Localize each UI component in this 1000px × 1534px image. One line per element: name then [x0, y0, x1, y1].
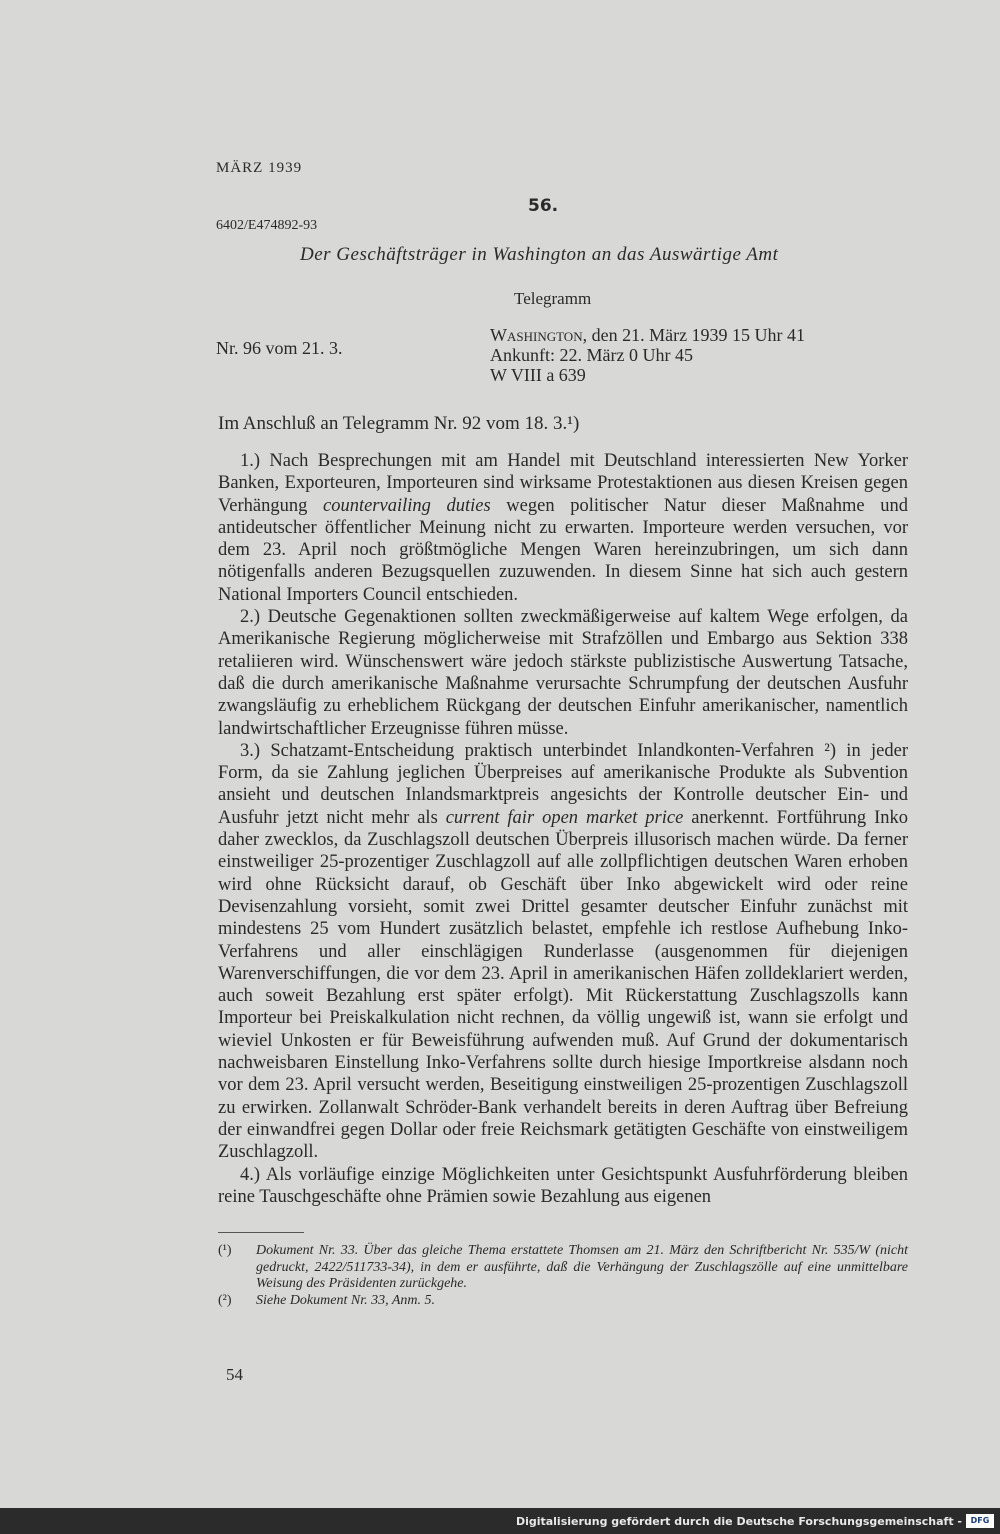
paragraph-3-emphasis: current fair open market price: [445, 807, 684, 828]
footnote: [218, 1293, 908, 1310]
document-heading: Der Geschäftsträger in Washington an das Auswärtige Amt: [300, 244, 779, 265]
paragraph-3: [218, 740, 908, 1164]
footnote-mark: (²): [218, 1292, 232, 1308]
footnote-text: Siehe Dokument Nr. 33, Anm. 5.: [256, 1292, 435, 1308]
paragraph-3-text: 3.) Schatzamt-Entscheidung praktisch unterbindet Inlandkonten-Verfahren ²) in jeder Form, da sie Zahlung jeglichen Überpreises auf amerikanische Produkte als Subvention ansieht und deutschen Inlandsmarktpreis angesichts der Kontrolle deutscher Ein- und Ausfuhr jetzt nicht mehr als: [218, 740, 908, 828]
dispatch-registry: W VIII a 639: [490, 365, 586, 385]
page-number: 54: [226, 1365, 243, 1384]
dispatch-place: Washington: [490, 325, 583, 345]
running-head: MÄRZ 1939: [216, 160, 303, 176]
message-number: Nr. 96 vom 21. 3.: [216, 338, 343, 358]
dispatch-block: [490, 325, 910, 385]
telegram-body: [218, 450, 908, 1208]
footnotes: [218, 1243, 908, 1309]
intro-line: Im Anschluß an Telegramm Nr. 92 vom 18. 3.¹): [218, 413, 580, 434]
digitization-credit-bar: [0, 1508, 1000, 1534]
document-type: Telegramm: [514, 289, 592, 308]
footnote-divider: [218, 1232, 304, 1233]
footnote-mark: (¹): [218, 1243, 232, 1258]
file-reference: 6402/E474892-93: [216, 218, 318, 233]
footnote-text: Dokument Nr. 33. Über das gleiche Thema erstattete Thomsen am 21. März den Schriftbericht Nr. 535/W (nicht gedruckt, 2422/511733-34), in dem er ausführte, daß die Verhängung der Zuschlagszölle auf eine unmittelbare Weisung des Präsidenten zurückgehe.: [256, 1243, 908, 1291]
paragraph-1-emphasis: countervailing duties: [323, 495, 491, 516]
dfg-logo: DFG: [966, 1514, 994, 1528]
credit-text: Digitalisierung gefördert durch die Deutsche Forschungsgemeinschaft -: [515, 1515, 962, 1528]
document-number: 56.: [528, 196, 559, 216]
paragraph-2: 2.) Deutsche Gegenaktionen sollten zweckmäßigerweise auf kaltem Wege erfolgen, da Amerikanische Regierung möglicherweise mit Strafzöllen und Embargo aus Sektion 338 retaliieren wird. Wünschenswert wäre jedoch stärkste publizistische Auswertung Tatsache, daß die durch amerikanische Maßnahme verursachte Schrumpfung der deutschen Ausfuhr zwangsläufig zu erheblichem Rückgang der deutschen Einfuhr amerikanischer, namentlich landwirtschaftlicher Erzeugnisse führen müsse.: [218, 607, 908, 739]
footnote: [218, 1243, 908, 1293]
paragraph-1-text: 1.) Nach Besprechungen mit am Handel mit Deutschland interessierten New Yorker Banken, Exporteuren, Importeuren sind wirksame Protestaktionen aus diesen Kreisen gegen Verhängung: [218, 451, 908, 516]
paragraph-1-text-end: wegen politischer Natur dieser Maßnahme und antideutscher öffentlicher Meinung nicht zu erwarten. Importeure werden versuchen, vor dem 23. April noch größtmögliche Mengen Waren hereinzubringen, um sich dann nötigenfalls anderen Bezugsquellen zuzuwenden. In diesem Sinne hat sich auch gestern National Importers Council entschieden.: [218, 495, 908, 605]
dispatch-arrival: Ankunft: 22. März 0 Uhr 45: [490, 345, 693, 365]
paragraph-3-text-end: anerkennt. Fortführung Inko daher zwecklos, da Zuschlagszoll deutschen Überpreis illusorisch machen würde. Da ferner einstweiliger 25-prozentiger Zuschlagzoll auf alle zollpflichtigen deutschen Waren erhoben wird ohne Rücksicht darauf, ob Geschäft über Inko abgewickelt wird oder reine Devisenzahlung vorsieht, somit zwei Drittel gesamter deutscher Einfuhr zunächst mit mindestens 25 vom Hundert zusätzlich belastet, empfehle ich restlose Aufhebung Inko-Verfahrens und aller einschlägigen Runderlasse (ausgenommen für diejenigen Warenverschiffungen, die vor dem 23. April in amerikanischen Häfen zolldeklariert werden, auch soweit Bezahlung erst später erfolgt). Mit Rückerstattung Zuschlagszolls kann Importeur bei Preiskalkulation nicht rechnen, da völlig ungewiß ist, wann sie erfolgt und wieviel Unkosten er für Beweisführung aufwenden muß. Auf Grund der dokumentarisch nachweisbaren Einstellung Inko-Verfahrens sollte durch hiesige Importkreise alsdann noch vor dem 23. April versucht werden, Beseitigung einstweiligen 25-prozentigen Zuschlagszoll zu erwirken. Zollanwalt Schröder-Bank verhandelt bereits in deren Auftrag über Befreiung der einwandfrei gegen Dollar oder freie Reichsmark getätigten Geschäfte von einstweiligem Zuschlagzoll.: [218, 807, 908, 1163]
paragraph-4: 4.) Als vorläufige einzige Möglichkeiten unter Gesichtspunkt Ausfuhrförderung bleiben reine Tauschgeschäfte ohne Prämien sowie Bezahlung aus eigenen: [218, 1164, 908, 1207]
dispatch-date-time: , den 21. März 1939 15 Uhr 41: [582, 325, 806, 345]
dispatch-line-1: [490, 325, 910, 345]
paragraph-1: [218, 450, 908, 606]
